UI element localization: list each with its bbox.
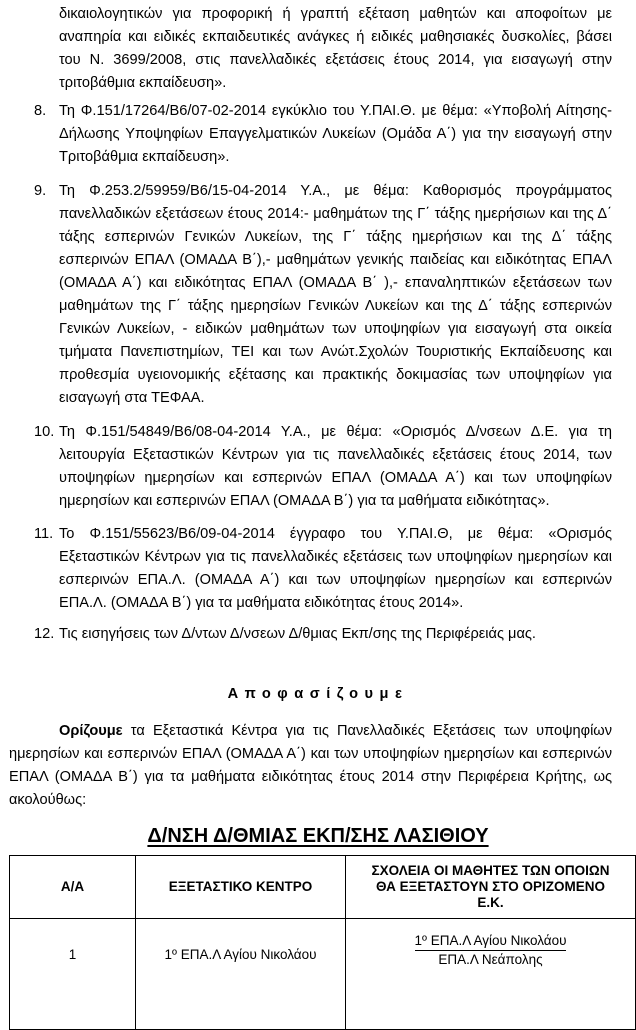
school-item: 1º ΕΠΑ.Λ Αγίου Νικολάου <box>415 932 567 951</box>
item-line: εισαγωγή στα ΤΕΦΑΑ. <box>59 390 205 406</box>
item-line: ΕΠΑ.Λ. (ΟΜΑΔΑ Β΄) για τα μαθήματα ειδικότητας έτους 2014». <box>59 595 464 611</box>
row-schools-cell <box>346 919 636 1030</box>
decision-line: ακολούθως: <box>9 792 87 808</box>
table-row <box>10 919 636 1030</box>
decision-first-line <box>59 721 612 741</box>
decision-first-line-rest: τα Εξεταστικά Κέντρα για τις Πανελλαδικές Εξετάσεις των υποψηφίων <box>122 723 612 739</box>
table-header-row <box>10 856 636 919</box>
item-line: Εξεταστικών Κέντρων για τις πανελλαδικές εξετάσεις των υποψηφίων ημερησίων και <box>59 549 612 565</box>
item-line: Τη Φ.151/17264/Β6/07-02-2014 εγκύκλιο του Υ.ΠΑΙ.Θ. με θέμα: «Υποβολή Αίτησης- <box>59 103 612 119</box>
item-number: 8. <box>34 103 47 119</box>
intro-line: αναπηρία και ειδικές εκπαιδευτικές ανάγκες ή ειδικές μαθησιακές δυσκολίες, βάσει <box>59 29 612 45</box>
decision-line: ΕΠΑΛ (ΟΜΑΔΑ Β΄) για τα μαθήματα ειδικότητας έτους 2014 στην Περιφέρεια Κρήτης, ως <box>9 769 612 785</box>
intro-line: τριτοβάθμια εκπαίδευση». <box>59 75 227 91</box>
decision-line: ημερησίων και εσπερινών ΕΠΑΛ (ΟΜΑΔΑ Α΄) και των υποψηφίων ημερησίων και εσπερινών <box>9 746 612 762</box>
item-line: εσπερινών ΕΠΑ.Λ. (ΟΜΑΔΑ Α΄) και των υποψηφίων ημερησίων και εσπερινών <box>59 572 612 588</box>
header-schools-line: ΘΑ ΕΞΕΤΑΣΤΟΥΝ ΣΤΟ ΟΡΙΖΟΜΕΝΟ <box>376 879 605 894</box>
school-item: ΕΠΑ.Λ Νεάπολης <box>438 952 543 967</box>
item-line: Τις εισηγήσεις των Δ/ντων Δ/νσεων Δ/θμιας Εκπ/σης της Περιφέρειάς μας. <box>59 626 536 642</box>
item-number: 9. <box>34 183 47 199</box>
header-center: ΕΞΕΤΑΣΤΙΚΟ ΚΕΝΤΡΟ <box>136 856 346 919</box>
school-list <box>346 919 635 969</box>
decision-bold-word: Ορίζουμε <box>59 723 123 739</box>
row-center-cell <box>136 919 346 1030</box>
item-line: λειτουργία Εξεταστικών Κέντρων για τις πανελλαδικές εξετάσεις έτους 2014, των <box>59 447 612 463</box>
item-number: 10. <box>34 424 55 440</box>
item-line: Δήλωσης Υποψηφίων Επαγγελματικών Λυκείων (Ομάδα Α΄) για την εισαγωγή στην <box>59 126 612 142</box>
item-line: Το Φ.151/55623/Β6/09-04-2014 έγγραφο του Υ.ΠΑΙ.Θ, με θέμα: «Ορισμός <box>59 526 612 542</box>
item-line: (ΟΜΑΔΑ Α΄) και ειδικότητας ΕΠΑΛ (ΟΜΑΔΑ Β΄ ),- επαναληπτικών εξετάσεων των <box>59 275 612 291</box>
item-line: τμήματα Πανεπιστημίων, ΤΕΙ και των Ανώτ.Σχολών Τουριστικής Εκπαίδευσης και <box>59 344 612 360</box>
item-line: μαθημάτων της Γ΄ τάξης ημερησίων Γενικών Λυκείων και της Δ΄ τάξης εσπερινών <box>59 298 612 314</box>
row-aa: 1 <box>68 947 77 962</box>
decision-heading: Αποφασίζουμε <box>227 686 409 702</box>
row-aa-cell <box>10 919 136 1030</box>
item-line: πανελλαδικών εξετάσεων έτους 2014:- μαθημάτων της Γ΄ τάξης ημερήσιων και της Δ΄ <box>59 206 612 222</box>
item-number: 12. <box>34 626 55 642</box>
item-line: Τη Φ.151/54849/Β6/08-04-2014 Υ.Α., με θέμα: «Ορισμός Δ/νσεων Δ.Ε. για τη <box>59 424 612 440</box>
item-line: Τη Φ.253.2/59959/Β6/15-04-2014 Υ.Α., με θέμα: Καθορισμός προγράμματος <box>59 183 612 199</box>
item-number: 11. <box>34 526 54 542</box>
header-schools-line: Ε.Κ. <box>477 895 504 910</box>
item-line: εσπερινών ΕΠΑΛ (ΟΜΑΔΑ Β΄),- μαθημάτων γενικής παιδείας και ειδικότητας ΕΠΑΛ <box>59 252 612 268</box>
item-line: Γενικών Λυκείων, - ειδικών μαθημάτων των υποψηφίων για εισαγωγή στα οικεία <box>59 321 612 337</box>
item-line: ημερησίων και εσπερινών ΕΠΑΛ (ΟΜΑΔΑ Β΄) για τα μαθήματα ειδικότητας». <box>59 493 550 509</box>
header-schools-line: ΣΧΟΛΕΙΑ ΟΙ ΜΑΘΗΤΕΣ ΤΩΝ ΟΠΟΙΩΝ <box>371 863 610 878</box>
intro-line: δικαιολογητικών για προφορική ή γραπτή εξέταση μαθητών και αποφοίτων με <box>59 6 612 22</box>
item-line: τάξης εσπερινών Γενικών Λυκείων, της Γ΄ τάξης ημερήσιων και της Δ΄ τάξης <box>59 229 612 245</box>
row-center: 1º ΕΠΑ.Λ Αγίου Νικολάου <box>164 947 317 962</box>
header-aa: Α/Α <box>10 856 136 919</box>
section-title: Δ/ΝΣΗ Δ/ΘΜΙΑΣ ΕΚΠ/ΣΗΣ ΛΑΣΙΘΙΟΥ <box>147 825 489 847</box>
item-line: προθεσμία υγειονομικής εξέτασης και πρακτικής δοκιμασίας των υποψηφίων για <box>59 367 612 383</box>
exam-centers-table <box>9 855 636 1030</box>
item-line: υποψηφίων ημερησίων και εσπερινών ΕΠΑΛ (ΟΜΑΔΑ Α΄) και των υποψηφίων <box>59 470 612 486</box>
item-line: Τριτοβάθμια εκπαίδευση». <box>59 149 230 165</box>
header-schools <box>346 856 636 919</box>
intro-line: του Ν. 3699/2008, στις πανελλαδικές εξετάσεις έτους 2014, για εισαγωγή στην <box>59 52 612 68</box>
